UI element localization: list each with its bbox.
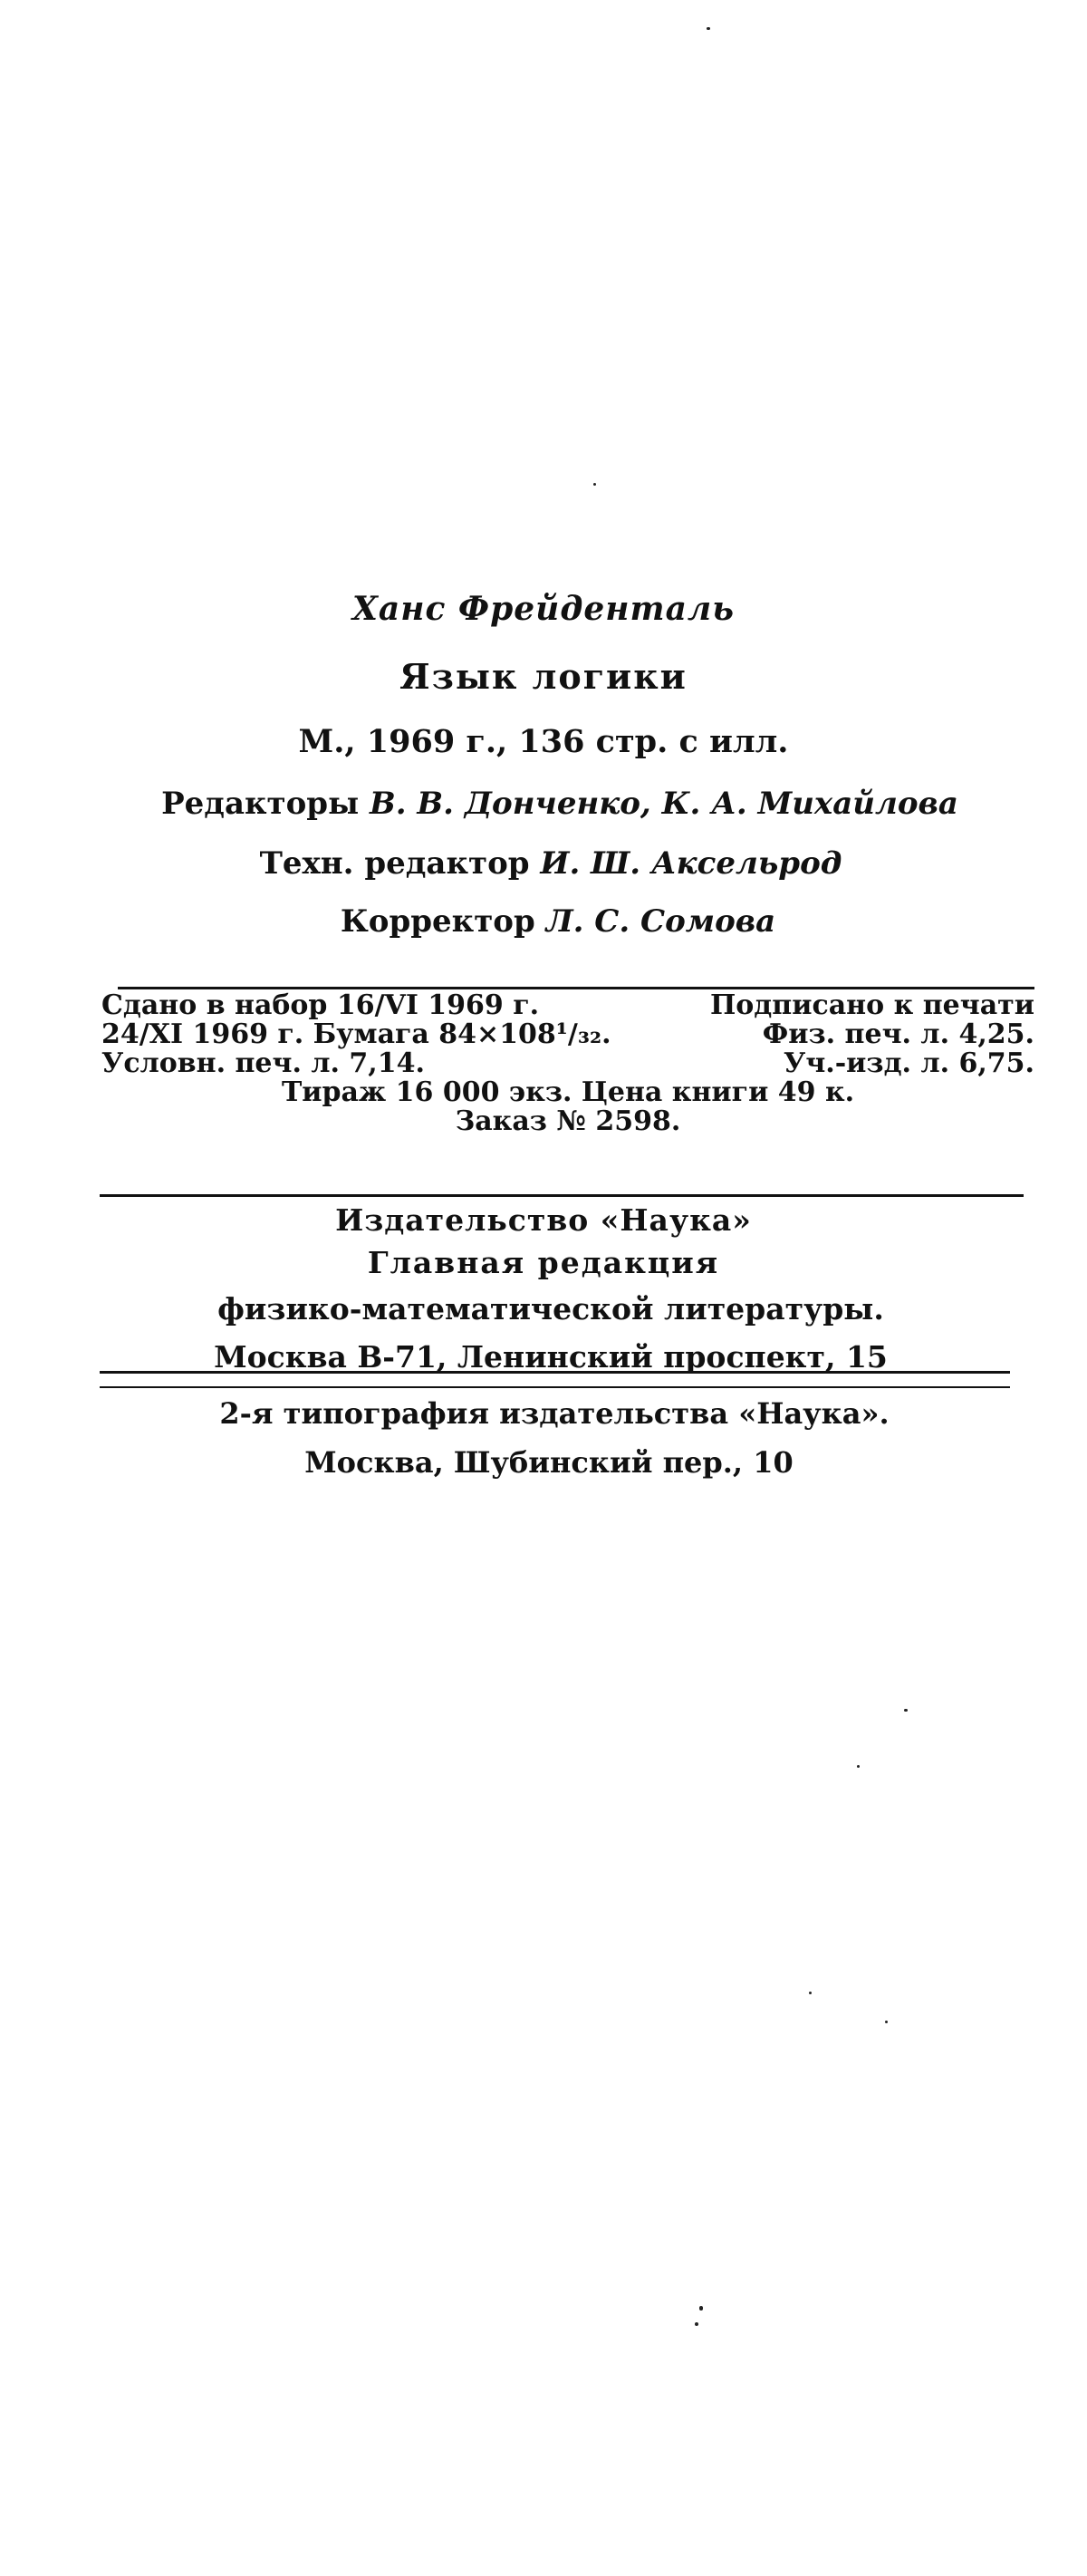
publication-info: М., 1969 г., 136 стр. с илл. (298, 723, 789, 760)
imprint-typeset-date: Сдано в набор 16/VI 1969 г. (101, 989, 540, 1021)
divider-bottom (100, 1371, 1010, 1374)
printer-address: Москва, Шубинский пер., 10 (304, 1445, 794, 1480)
printer-name: 2-я типография издательства «Наука». (219, 1396, 890, 1431)
tech-editor-label: Техн. редактор (259, 845, 530, 882)
imprint-publisher-sheets: Уч.-изд. л. 6,75. (783, 1047, 1034, 1079)
publisher-subdepartment: физико-математической литературы. (217, 1291, 884, 1327)
editors-label: Редакторы (161, 786, 360, 822)
corrector-label: Корректор (340, 903, 535, 940)
imprint-physical-sheets: Физ. печ. л. 4,25. (762, 1018, 1034, 1050)
imprint-order-number: Заказ № 2598. (455, 1105, 681, 1137)
corrector-name: Л. С. Сомова (545, 903, 776, 940)
divider-bottom-second (100, 1386, 1010, 1388)
editors-names: В. В. Донченко, К. А. Михайлова (370, 786, 958, 822)
publisher-name: Издательство «Наука» (335, 1202, 752, 1238)
publisher-department: Главная редакция (367, 1245, 720, 1280)
author-name: Ханс Фрейденталь (351, 590, 736, 628)
scan-speck (593, 483, 596, 486)
imprint-block (101, 991, 1034, 1136)
tech-editor-name: И. Ш. Аксельрод (540, 845, 842, 882)
scan-speck (904, 1709, 908, 1712)
scan-speck (857, 1765, 860, 1768)
scan-speck (695, 2322, 698, 2326)
scan-speck (707, 27, 710, 30)
imprint-row (101, 991, 1034, 1020)
corrector-credit (14, 903, 1087, 940)
imprint-paper: 24/XI 1969 г. Бумага 84×108¹/₃₂. (101, 1018, 611, 1050)
scan-speck (699, 2306, 703, 2311)
divider-middle (100, 1194, 1024, 1197)
imprint-row (101, 1049, 1034, 1078)
imprint-signed-label: Подписано к печати (709, 989, 1034, 1021)
scan-speck (809, 1992, 812, 1994)
tech-editor-credit (7, 845, 1087, 882)
scan-speck (885, 2021, 888, 2023)
editors-credit (16, 786, 1087, 822)
imprint-row (101, 1020, 1034, 1049)
imprint-conventional-sheets: Условн. печ. л. 7,14. (101, 1047, 425, 1079)
publisher-address: Москва В-71, Ленинский проспект, 15 (214, 1339, 888, 1375)
imprint-print-run: Тираж 16 000 экз. Цена книги 49 к. (281, 1076, 855, 1108)
book-title: Язык логики (399, 656, 688, 697)
